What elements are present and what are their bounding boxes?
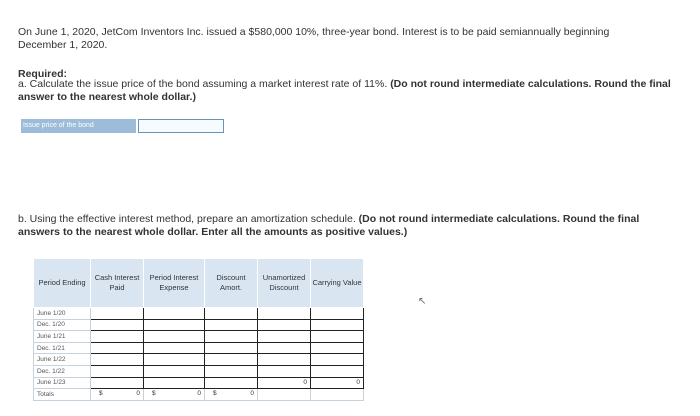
total-value: 0 [136, 390, 140, 398]
interest-expense-input[interactable] [144, 342, 205, 354]
carrying-value-input[interactable] [311, 331, 364, 343]
interest-expense-input[interactable] [144, 319, 205, 331]
carrying-value-value: 0 [356, 378, 360, 386]
total-empty [311, 389, 364, 401]
discount-amort-input[interactable] [205, 319, 258, 331]
part-b-rounding-note: (Do not round intermediate calculations. Round the final answers to the nearest whole dollar. Enter all the amounts as positive values.) [18, 213, 640, 238]
unamortized-discount-input[interactable] [258, 342, 311, 354]
cash-interest-input[interactable] [91, 354, 144, 366]
total-interest-expense [144, 389, 205, 401]
carrying-value-input[interactable] [311, 354, 364, 366]
carrying-value-input[interactable] [311, 342, 364, 354]
cash-interest-input[interactable] [91, 308, 144, 320]
table-header-row [34, 259, 364, 308]
total-value: 0 [250, 390, 254, 398]
carrying-value-input[interactable] [311, 308, 364, 320]
carrying-value-input[interactable] [311, 365, 364, 377]
table-row [34, 308, 364, 320]
unamortized-discount-input[interactable] [258, 377, 311, 389]
period-label: Dec. 1/21 [34, 342, 91, 354]
currency-symbol: $ [99, 390, 103, 398]
table-row [34, 319, 364, 331]
cash-interest-input[interactable] [91, 331, 144, 343]
period-label: June 1/20 [34, 308, 91, 320]
part-a-instructions [18, 78, 678, 104]
interest-expense-input[interactable] [144, 377, 205, 389]
header-unamortized-discount: Unamortized Discount [258, 259, 311, 308]
interest-expense-input[interactable] [144, 354, 205, 366]
required-label: Required: [18, 68, 68, 80]
totals-label: Totals [34, 389, 91, 401]
unamortized-discount-value: 0 [303, 378, 307, 386]
part-b-text: b. Using the effective interest method, prepare an amortization schedule. [18, 213, 356, 225]
discount-amort-input[interactable] [205, 331, 258, 343]
unamortized-discount-input[interactable] [258, 331, 311, 343]
interest-expense-input[interactable] [144, 308, 205, 320]
unamortized-discount-input[interactable] [258, 308, 311, 320]
problem-intro: On June 1, 2020, JetCom Inventors Inc. issued a $580,000 10%, three-year bond. Interest is to be paid semiannually beginning December 1, 2020. [18, 26, 610, 51]
interest-expense-input[interactable] [144, 365, 205, 377]
header-discount-amort: Discount Amort. [205, 259, 258, 308]
totals-row [34, 389, 364, 401]
header-period-ending: Period Ending [34, 259, 91, 308]
unamortized-discount-input[interactable] [258, 365, 311, 377]
cash-interest-input[interactable] [91, 342, 144, 354]
mouse-cursor-icon: ↖ [418, 296, 427, 307]
currency-symbol: $ [213, 390, 217, 398]
header-interest-expense: Period Interest Expense [144, 259, 205, 308]
part-b-instructions [18, 213, 678, 239]
period-label: June 1/23 [34, 377, 91, 389]
issue-price-label: Issue price of the bond [21, 119, 136, 133]
part-a-text: a. Calculate the issue price of the bond assuming a market interest rate of 11%. [18, 78, 388, 90]
total-cash-interest [91, 389, 144, 401]
period-label: Dec. 1/22 [34, 365, 91, 377]
table-row [34, 365, 364, 377]
discount-amort-input[interactable] [205, 308, 258, 320]
table-row [34, 331, 364, 343]
unamortized-discount-input[interactable] [258, 319, 311, 331]
table-row [34, 377, 364, 389]
total-discount-amort [205, 389, 258, 401]
amortization-table [33, 258, 364, 401]
header-cash-interest: Cash Interest Paid [91, 259, 144, 308]
discount-amort-input[interactable] [205, 342, 258, 354]
total-value: 0 [197, 390, 201, 398]
period-label: June 1/22 [34, 354, 91, 366]
table-row [34, 342, 364, 354]
discount-amort-input[interactable] [205, 354, 258, 366]
period-label: Dec. 1/20 [34, 319, 91, 331]
cash-interest-input[interactable] [91, 319, 144, 331]
unamortized-discount-input[interactable] [258, 354, 311, 366]
carrying-value-input[interactable] [311, 377, 364, 389]
cash-interest-input[interactable] [91, 377, 144, 389]
header-carrying-value: Carrying Value [311, 259, 364, 308]
part-a-rounding-note: (Do not round intermediate calculations. Round the final answer to the nearest whole dollar.) [18, 78, 671, 103]
period-label: June 1/21 [34, 331, 91, 343]
currency-symbol: $ [152, 390, 156, 398]
discount-amort-input[interactable] [205, 365, 258, 377]
cash-interest-input[interactable] [91, 365, 144, 377]
discount-amort-input[interactable] [205, 377, 258, 389]
issue-price-input[interactable] [138, 119, 224, 133]
table-row [34, 354, 364, 366]
total-empty [258, 389, 311, 401]
interest-expense-input[interactable] [144, 331, 205, 343]
carrying-value-input[interactable] [311, 319, 364, 331]
